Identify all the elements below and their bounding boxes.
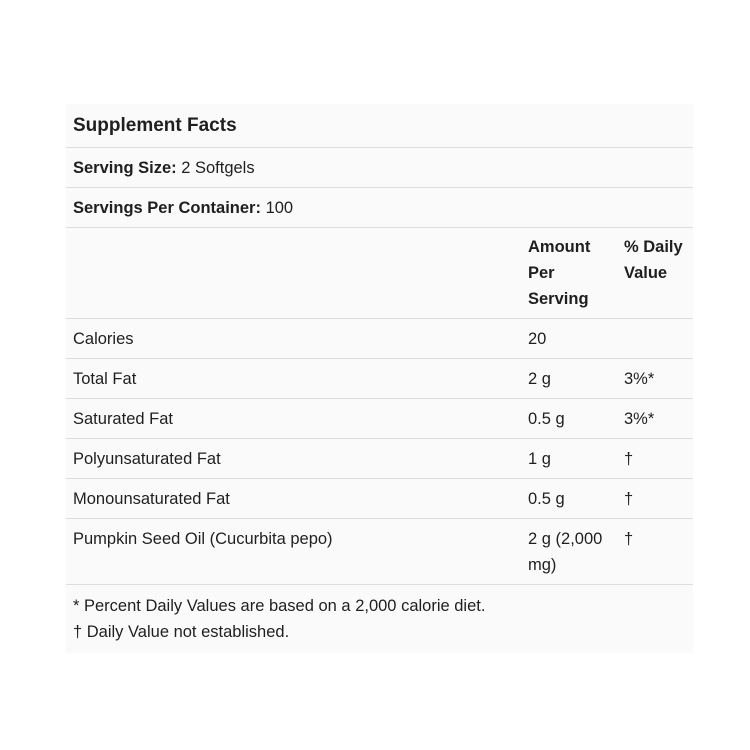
nutrient-daily-value: †	[617, 519, 693, 585]
nutrient-amount: 0.5 g	[521, 479, 617, 519]
servings-per-container-value: 100	[265, 199, 294, 217]
footnote-daily-value-not-established: † Daily Value not established.	[73, 623, 290, 641]
servings-per-container-row	[66, 188, 693, 228]
nutrient-name: Total Fat	[66, 359, 521, 399]
nutrient-name: Polyunsaturated Fat	[66, 439, 521, 479]
nutrient-name: Monounsaturated Fat	[66, 479, 521, 519]
nutrient-daily-value: 3%*	[617, 399, 693, 439]
nutrient-amount: 2 g	[521, 359, 617, 399]
daily-value-column-header: % Daily Value	[617, 228, 693, 319]
amount-column-header: Amount Per Serving	[521, 228, 617, 319]
nutrient-amount: 20	[521, 319, 617, 359]
serving-size-row	[66, 148, 693, 188]
serving-size-label: Serving Size:	[73, 159, 177, 177]
serving-size-value: 2 Softgels	[181, 159, 255, 177]
nutrient-daily-value: †	[617, 479, 693, 519]
table-row	[66, 399, 693, 439]
nutrient-daily-value: †	[617, 439, 693, 479]
nutrient-name: Saturated Fat	[66, 399, 521, 439]
panel-title: Supplement Facts	[73, 115, 237, 136]
servings-per-container-label: Servings Per Container:	[73, 199, 261, 217]
nutrient-amount: 0.5 g	[521, 399, 617, 439]
footnotes-row	[66, 585, 693, 654]
nutrient-daily-value: 3%*	[617, 359, 693, 399]
column-header-row	[66, 228, 693, 319]
table-row	[66, 359, 693, 399]
footnote-percent-daily-values: * Percent Daily Values are based on a 2,000 calorie diet.	[73, 597, 486, 615]
supplement-facts-table	[66, 104, 693, 653]
nutrient-name: Pumpkin Seed Oil (Cucurbita pepo)	[66, 519, 521, 585]
nutrient-amount: 1 g	[521, 439, 617, 479]
table-row	[66, 319, 693, 359]
supplement-facts-panel	[66, 104, 693, 653]
title-row	[66, 104, 693, 148]
nutrient-name: Calories	[66, 319, 521, 359]
nutrient-column-header	[66, 228, 521, 319]
table-row	[66, 439, 693, 479]
nutrient-daily-value	[617, 319, 693, 359]
table-row	[66, 479, 693, 519]
nutrient-amount: 2 g (2,000 mg)	[521, 519, 617, 585]
table-row	[66, 519, 693, 585]
